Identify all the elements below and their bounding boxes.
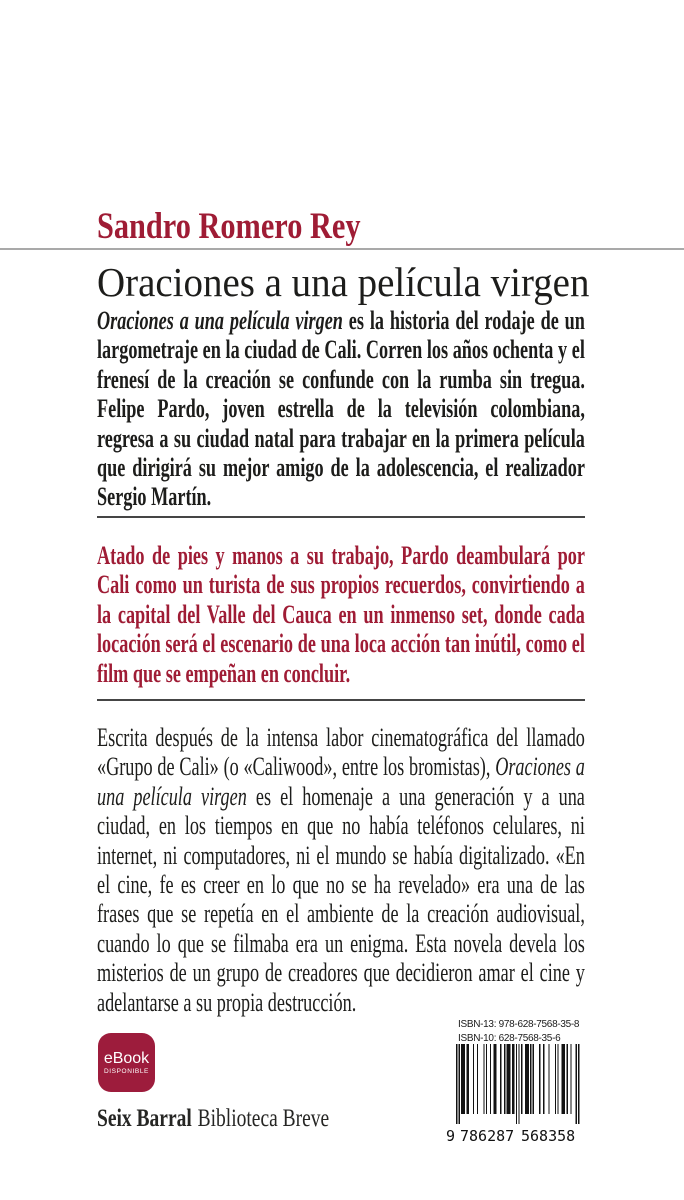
highlight-paragraph: Atado de pies y manos a su trabajo, Pardo deambulará por Cali como un turista de sus propios recuerdos, convirtiendo a la capital del Valle del Cauca en un inmenso set, donde cada locación será el escenario de una loca acción tan inútil, como el film que se empeñan en concluir. — [97, 541, 585, 688]
author-name: Sandro Romero Rey — [97, 206, 361, 247]
barcode-digits-left: 786287 — [460, 1127, 515, 1145]
isbn-block — [458, 1018, 579, 1045]
header-rule — [0, 248, 684, 250]
barcode-bars — [456, 1044, 580, 1124]
publisher-name: Seix Barral — [97, 1105, 192, 1132]
highlight-bottom-rule — [97, 699, 585, 701]
isbn13-text: ISBN-13: 978-628-7568-35-8 — [458, 1019, 580, 1030]
isbn10-text: ISBN-10: 628-7568-35-6 — [458, 1032, 561, 1044]
about-paragraph: Escrita después de la intensa labor cinematográfica del llamado «Grupo de Cali» (o «Caliwood», entre los bromistas), Oraciones a una película virgen es el homenaje a una generación y a una ciudad, en los tiempos en que no había teléfonos celulares, ni internet, ni computadores, ni el mundo se había digitalizado. «En el cine, fe es creer en lo que no se ha revelado» era una de las frases que se repetía en el ambiente de la creación audiovisual, cuando lo que se filmaba era un enigma. Esta novela devela los misterios de un grupo de creadores que decidieron amar el cine y adelantarse a su propia destrucción. — [97, 723, 585, 1017]
synopsis-paragraph: Oraciones a una película virgen es la historia del rodaje de un largometraje en la ciudad de Cali. Corren los años ochenta y el frenesí de la creación se confunde con la rumba sin tregua. Felipe Pardo, joven estrella de la televisión colombiana, regresa a su ciudad natal para trabajar en la primera película que dirigirá su mejor amigo de la adolescencia, el realizador Sergio Martín. — [97, 306, 585, 512]
barcode-graphic — [446, 1044, 580, 1146]
ebook-badge-sublabel: DISPONIBLE — [103, 1067, 149, 1075]
ebook-available-badge — [98, 1033, 155, 1092]
publisher-imprint — [97, 1104, 329, 1134]
highlight-top-rule — [97, 516, 585, 518]
book-title: Oraciones a una película virgen — [97, 259, 590, 305]
barcode-digits-right: 568358 — [521, 1127, 576, 1145]
barcode-digit-lead: 9 — [446, 1127, 456, 1145]
ebook-badge-label: eBook — [103, 1049, 150, 1067]
collection-name: Biblioteca Breve — [197, 1105, 330, 1132]
